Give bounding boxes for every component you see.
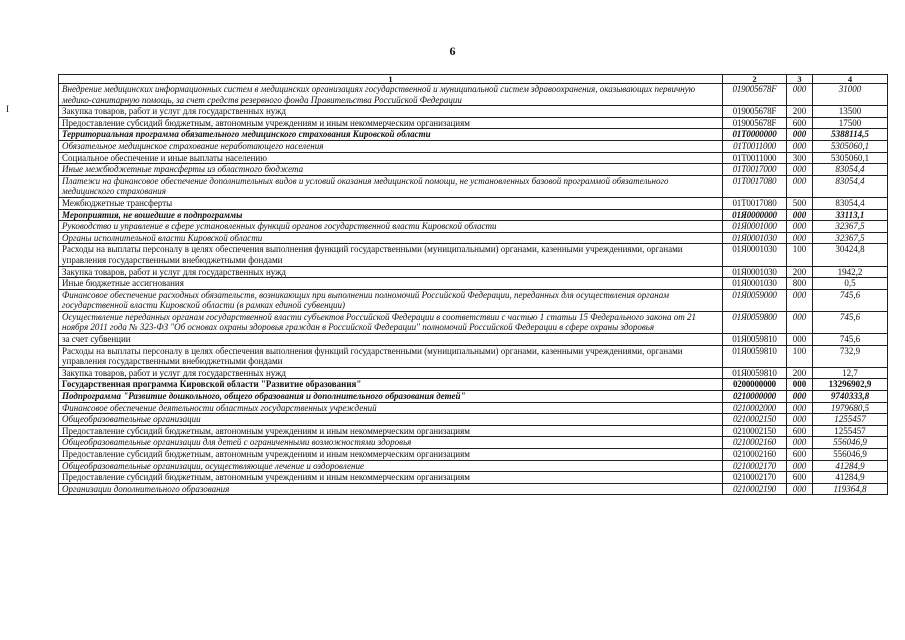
- row-amount: 1255457: [813, 425, 888, 437]
- row-type: 000: [787, 460, 813, 472]
- row-amount: 13500: [813, 106, 888, 118]
- table-row: [59, 289, 888, 311]
- row-type: 000: [787, 311, 813, 333]
- row-amount: 13296902,9: [813, 379, 888, 391]
- table-row: [59, 278, 888, 290]
- row-type: 000: [787, 232, 813, 244]
- row-code: 01Я0001030: [723, 244, 787, 266]
- row-code: 01Я0059810: [723, 345, 787, 367]
- row-type: 000: [787, 437, 813, 449]
- row-name: Расходы на выплаты персоналу в целях обеспечения выполнения функций государственными (муниципальными) органами, казенными учреждениями, органами управления государственными внебюджетными фондами: [59, 345, 723, 367]
- row-name: Мероприятия, не вошедшие в подпрограммы: [59, 209, 723, 221]
- row-name: Государственная программа Кировской области "Развитие образования": [59, 379, 723, 391]
- row-code: 0210002160: [723, 437, 787, 449]
- table-row: [59, 129, 888, 141]
- row-name: Осуществление переданных органам государственной власти субъектов Российской Федерации в соответствии с частью 1 статьи 15 Федерального закона от 21 ноября 2011 года № 323-ФЗ "Об основах охраны здоровья граждан в Российской Федерации" полномочий Российской Федерации в сфере охраны здоровья: [59, 311, 723, 333]
- row-type: 000: [787, 84, 813, 106]
- row-code: 01T0000000: [723, 129, 787, 141]
- row-type: 000: [787, 379, 813, 391]
- row-type: 800: [787, 278, 813, 290]
- row-name: Расходы на выплаты персоналу в целях обеспечения выполнения функций государственными (муниципальными) органами, казенными учреждениями, органами управления государственными внебюджетными фондами: [59, 244, 723, 266]
- row-type: 200: [787, 367, 813, 379]
- table-row: [59, 106, 888, 118]
- row-name: Иные межбюджетные трансферты из областного бюджета: [59, 164, 723, 176]
- row-type: 000: [787, 164, 813, 176]
- table-row: [59, 152, 888, 164]
- table-row: [59, 449, 888, 461]
- row-type: 000: [787, 334, 813, 346]
- row-code: 019005678F: [723, 106, 787, 118]
- table-row: [59, 472, 888, 484]
- row-amount: 556046,9: [813, 437, 888, 449]
- row-amount: 0,5: [813, 278, 888, 290]
- table-row: [59, 232, 888, 244]
- row-amount: 5305060,1: [813, 140, 888, 152]
- row-code: 01Я0001030: [723, 278, 787, 290]
- row-code: 019005678F: [723, 117, 787, 129]
- row-code: 0200000000: [723, 379, 787, 391]
- header-row: [59, 75, 888, 84]
- row-name: Общеобразовательные организации для детей с ограниченными возможностями здоровья: [59, 437, 723, 449]
- row-code: 01Я0000000: [723, 209, 787, 221]
- row-code: 01Я0059810: [723, 367, 787, 379]
- row-name: Финансовое обеспечение деятельности областных государственных учреждений: [59, 402, 723, 414]
- row-code: 01T0017080: [723, 175, 787, 197]
- row-name: Территориальная программа обязательного медицинского страхования Кировской области: [59, 129, 723, 141]
- row-name: Социальное обеспечение и иные выплаты населению: [59, 152, 723, 164]
- row-amount: 9740333,8: [813, 391, 888, 403]
- row-type: 000: [787, 483, 813, 495]
- row-name: Обязательное медицинское страхование неработающего населения: [59, 140, 723, 152]
- row-type: 200: [787, 106, 813, 118]
- row-amount: 33113,1: [813, 209, 888, 221]
- row-type: 000: [787, 289, 813, 311]
- row-name: Закупка товаров, работ и услуг для государственных нужд: [59, 266, 723, 278]
- row-amount: 12,7: [813, 367, 888, 379]
- row-type: 600: [787, 472, 813, 484]
- header-col-4: 4: [813, 75, 888, 84]
- page-number: 6: [449, 44, 456, 58]
- row-code: 0210002170: [723, 460, 787, 472]
- row-name: Подпрограмма "Развитие дошкольного, общего образования и дополнительного образования детей": [59, 391, 723, 403]
- row-type: 200: [787, 266, 813, 278]
- row-name: Предоставление субсидий бюджетным, автономным учреждениям и иным некоммерческим организациям: [59, 425, 723, 437]
- table-row: [59, 425, 888, 437]
- row-type: 000: [787, 391, 813, 403]
- row-code: 019005678F: [723, 84, 787, 106]
- row-code: 01T0017000: [723, 164, 787, 176]
- row-amount: 32367,5: [813, 232, 888, 244]
- row-type: 000: [787, 221, 813, 233]
- row-amount: 745,6: [813, 311, 888, 333]
- row-type: 600: [787, 449, 813, 461]
- table-row: [59, 414, 888, 426]
- row-amount: 1979680,5: [813, 402, 888, 414]
- row-code: 01T0017080: [723, 197, 787, 209]
- row-name: Межбюджетные трансферты: [59, 197, 723, 209]
- row-name: Внедрение медицинских информационных систем в медицинских организациях государственной и муниципальной систем здравоохранения, оказывающих первичную медико-санитарную помощь, за счет средств резервного фонда Правительства Российской Федерации: [59, 84, 723, 106]
- row-code: 0210002150: [723, 425, 787, 437]
- row-name: Организации дополнительного образования: [59, 483, 723, 495]
- table-row: [59, 266, 888, 278]
- header-col-2: 2: [723, 75, 787, 84]
- table-row: [59, 391, 888, 403]
- row-name: Предоставление субсидий бюджетным, автономным учреждениям и иным некоммерческим организациям: [59, 117, 723, 129]
- row-code: 01Я0059810: [723, 334, 787, 346]
- row-amount: 83054,4: [813, 175, 888, 197]
- row-amount: 1255457: [813, 414, 888, 426]
- row-code: 01Я0001030: [723, 232, 787, 244]
- row-code: 01Я0059000: [723, 289, 787, 311]
- row-type: 600: [787, 117, 813, 129]
- table-row: [59, 175, 888, 197]
- row-name: Предоставление субсидий бюджетным, автономным учреждениям и иным некоммерческим организациям: [59, 449, 723, 461]
- row-amount: 556046,9: [813, 449, 888, 461]
- budget-table: [58, 74, 888, 495]
- row-code: 01Я0059800: [723, 311, 787, 333]
- row-name: Руководство и управление в сфере установленных функций органов государственной власти Кировской области: [59, 221, 723, 233]
- row-code: 0210002000: [723, 402, 787, 414]
- table-row: [59, 483, 888, 495]
- table-row: [59, 84, 888, 106]
- row-amount: 41284,9: [813, 472, 888, 484]
- table-row: [59, 209, 888, 221]
- table-row: [59, 244, 888, 266]
- row-amount: 30424,8: [813, 244, 888, 266]
- row-code: 01T0011000: [723, 152, 787, 164]
- row-name: Общеобразовательные организации, осуществляющие лечение и оздоровление: [59, 460, 723, 472]
- table-row: [59, 164, 888, 176]
- table-row: [59, 334, 888, 346]
- row-amount: 83054,4: [813, 197, 888, 209]
- row-code: 0210002190: [723, 483, 787, 495]
- header-col-1: 1: [59, 75, 723, 84]
- row-amount: 5305060,1: [813, 152, 888, 164]
- row-name: за счет субвенции: [59, 334, 723, 346]
- row-type: 100: [787, 345, 813, 367]
- row-code: 0210000000: [723, 391, 787, 403]
- row-code: 01Я0001000: [723, 221, 787, 233]
- row-name: Закупка товаров, работ и услуг для государственных нужд: [59, 106, 723, 118]
- row-amount: 1942,2: [813, 266, 888, 278]
- row-name: Платежи на финансовое обеспечение дополнительных видов и условий оказания медицинской помощи, не установленных базовой программой обязательного медицинского страхования: [59, 175, 723, 197]
- row-code: 01Я0001030: [723, 266, 787, 278]
- row-amount: 41284,9: [813, 460, 888, 472]
- row-type: 300: [787, 152, 813, 164]
- header-col-3: 3: [787, 75, 813, 84]
- table-row: [59, 402, 888, 414]
- table-row: [59, 311, 888, 333]
- row-type: 000: [787, 175, 813, 197]
- row-name: Иные бюджетные ассигнования: [59, 278, 723, 290]
- row-amount: 31000: [813, 84, 888, 106]
- row-code: 0210002150: [723, 414, 787, 426]
- margin-mark: I: [6, 104, 9, 114]
- row-name: Общеобразовательные организации: [59, 414, 723, 426]
- row-amount: 732,9: [813, 345, 888, 367]
- row-amount: 5388114,5: [813, 129, 888, 141]
- row-type: 600: [787, 425, 813, 437]
- table-row: [59, 345, 888, 367]
- row-type: 000: [787, 129, 813, 141]
- table-row: [59, 379, 888, 391]
- row-amount: 32367,5: [813, 221, 888, 233]
- row-code: 0210002170: [723, 472, 787, 484]
- row-amount: 119364,8: [813, 483, 888, 495]
- table-body: [59, 84, 888, 495]
- row-code: 0210002160: [723, 449, 787, 461]
- row-name: Закупка товаров, работ и услуг для государственных нужд: [59, 367, 723, 379]
- table-row: [59, 437, 888, 449]
- table-row: [59, 117, 888, 129]
- row-type: 500: [787, 197, 813, 209]
- row-name: Органы исполнительной власти Кировской области: [59, 232, 723, 244]
- row-amount: 745,6: [813, 334, 888, 346]
- table-row: [59, 140, 888, 152]
- row-type: 100: [787, 244, 813, 266]
- row-type: 000: [787, 414, 813, 426]
- row-type: 000: [787, 402, 813, 414]
- row-code: 01T0011000: [723, 140, 787, 152]
- row-amount: 17500: [813, 117, 888, 129]
- table-row: [59, 367, 888, 379]
- row-name: Предоставление субсидий бюджетным, автономным учреждениям и иным некоммерческим организациям: [59, 472, 723, 484]
- row-amount: 83054,4: [813, 164, 888, 176]
- row-type: 000: [787, 140, 813, 152]
- table-row: [59, 221, 888, 233]
- table-row: [59, 197, 888, 209]
- row-type: 000: [787, 209, 813, 221]
- row-name: Финансовое обеспечение расходных обязательств, возникающих при выполнении полномочий Российской Федерации, переданных для осуществления органам государственной власти Кировской области (в рамках единой субвенции): [59, 289, 723, 311]
- table-row: [59, 460, 888, 472]
- row-amount: 745,6: [813, 289, 888, 311]
